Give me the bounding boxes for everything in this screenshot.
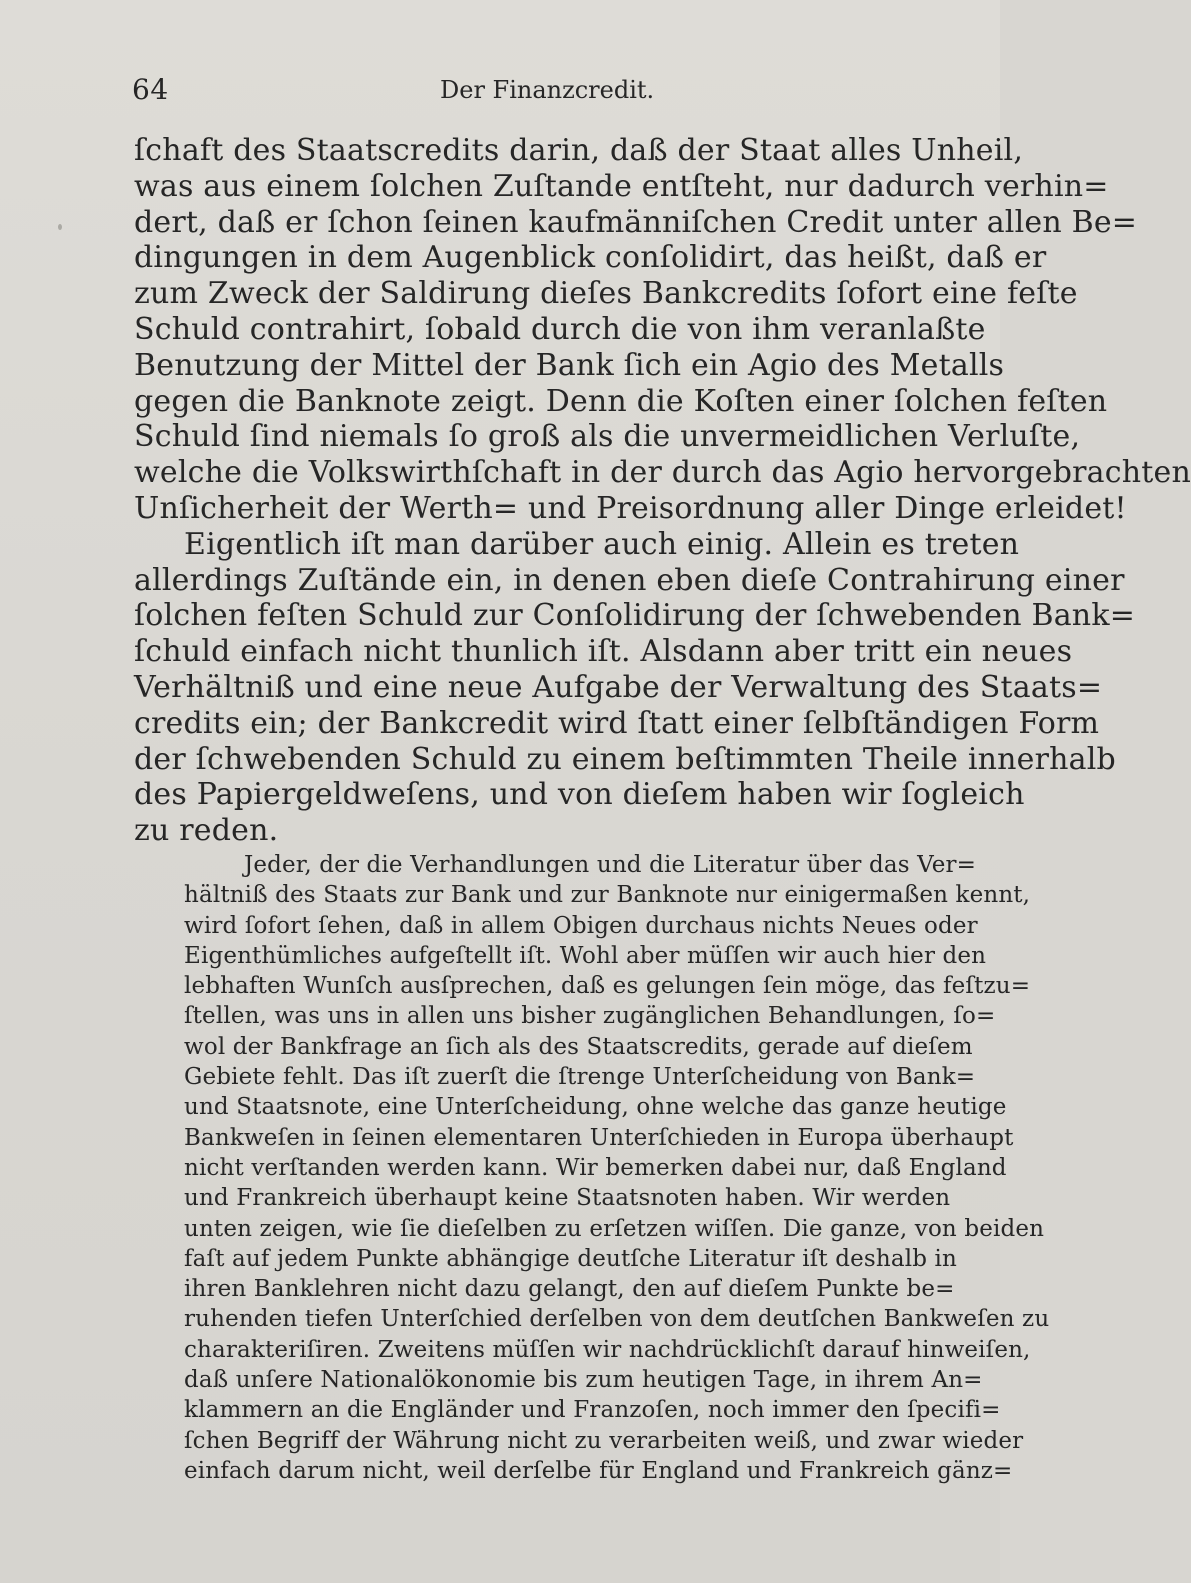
text-line: des Papiergeldweſens, und von dieſem haben wir ſogleich xyxy=(134,777,1025,813)
footnote-line: Eigenthümliches aufgeſtellt iſt. Wohl aber müſſen wir auch hier den xyxy=(184,942,987,969)
text-line: welche die Volkswirthſchaft in der durch das Agio hervorgebrachten xyxy=(134,455,1191,491)
page-number: 64 xyxy=(132,73,169,106)
text-line: was aus einem ſolchen Zuſtande entſteht, nur dadurch verhin= xyxy=(134,168,1109,204)
text-line: Verhältniß und eine neue Aufgabe der Verwaltung des Staats= xyxy=(134,669,1103,705)
footnote-line: und Staatsnote, eine Unterſcheidung, ohne welche das ganze heutige xyxy=(184,1094,1007,1121)
footnote xyxy=(184,850,1050,1486)
footnote-line: Gebiete fehlt. Das iſt zuerſt die ſtrenge Unterſcheidung von Bank= xyxy=(184,1064,976,1091)
footnote-line: nicht verſtanden werden kann. Wir bemerken dabei nur, daß England xyxy=(184,1154,1007,1181)
text-line: dingungen in dem Augenblick conſolidirt, das heißt, daß er xyxy=(134,240,1047,276)
footnote-line: ruhenden tiefen Unterſchied derſelben von dem deutſchen Bankweſen zu xyxy=(184,1306,1050,1333)
footnote-line: faſt auf jedem Punkte abhängige deutſche Literatur iſt deshalb in xyxy=(184,1245,958,1272)
text-line: Benutzung der Mittel der Bank ſich ein Agio des Metalls xyxy=(134,347,1005,383)
footnote-line: charakteriſiren. Zweitens müſſen wir nachdrücklichſt darauf hinweiſen, xyxy=(184,1336,1031,1363)
main-text xyxy=(134,133,1191,849)
text-line: der ſchwebenden Schuld zu einem beſtimmten Theile innerhalb xyxy=(134,741,1116,777)
text-line: ſchaft des Staatscredits darin, daß der Staat alles Unheil, xyxy=(134,133,1024,168)
text-line: Schuld ſind niemals ſo groß als die unvermeidlichen Verluſte, xyxy=(134,419,1081,455)
text-line: gegen die Banknote zeigt. Denn die Koſten einer ſolchen feſten xyxy=(134,383,1108,419)
footnote-line: wol der Bankfrage an ſich als des Staatscredits, gerade auf dieſem xyxy=(184,1033,973,1060)
text-line: Unſicherheit der Werth= und Preisordnung aller Dinge erleidet! xyxy=(134,490,1127,526)
text-line: zum Zweck der Saldirung dieſes Bankcredits ſofort eine feſte xyxy=(134,276,1078,312)
footnote-line: ſtellen, was uns in allen uns bisher zugänglichen Behandlungen, ſo= xyxy=(184,1003,996,1030)
text-line: allerdings Zuſtände ein, in denen eben dieſe Contrahirung einer xyxy=(134,562,1125,598)
footnote-line: Bankweſen in ſeinen elementaren Unterſchieden in Europa überhaupt xyxy=(184,1124,1014,1151)
footnote-line: hältniß des Staats zur Bank und zur Banknote nur einigermaßen kennt, xyxy=(184,882,1031,909)
text-line: Eigentlich iſt man darüber auch einig. Allein es treten xyxy=(184,526,1020,562)
text-line: Schuld contrahirt, ſobald durch die von ihm veranlaßte xyxy=(134,311,986,347)
footnote-line: und Frankreich überhaupt keine Staatsnoten haben. Wir werden xyxy=(184,1185,951,1212)
text-line: zu reden. xyxy=(134,813,279,849)
running-head: Der Finanzcredit. xyxy=(440,76,655,104)
footnote-line: unten zeigen, wie ſie dieſelben zu erſetzen wiſſen. Die ganze, von beiden xyxy=(184,1215,1045,1242)
footnote-line: wird ſofort ſehen, daß in allem Obigen durchaus nichts Neues oder xyxy=(184,912,978,939)
text-line: dert, daß er ſchon ſeinen kaufmänniſchen Credit unter allen Be= xyxy=(134,204,1138,240)
footnote-line: ihren Banklehren nicht dazu gelangt, den auf dieſem Punkte be= xyxy=(184,1276,955,1303)
footnote-line: lebhaften Wunſch ausſprechen, daß es gelungen ſein möge, das feſtzu= xyxy=(184,973,1031,1000)
footnote-line: Jeder, der die Verhandlungen und die Literatur über das Ver= xyxy=(244,852,977,878)
footnote-line: einfach darum nicht, weil derſelbe für England und Frankreich gänz= xyxy=(184,1457,1013,1484)
paper-speck xyxy=(58,224,62,230)
footnote-line: ſchen Begriff der Währung nicht zu verarbeiten weiß, und zwar wieder xyxy=(184,1427,1024,1454)
footnote-line: klammern an die Engländer und Franzoſen, noch immer den ſpecifi= xyxy=(184,1397,1001,1424)
text-line: credits ein; der Bankcredit wird ſtatt einer ſelbſtändigen Form xyxy=(134,705,1100,741)
text-line: ſolchen feſten Schuld zur Conſolidirung der ſchwebenden Bank= xyxy=(134,598,1136,634)
text-line: ſchuld einfach nicht thunlich iſt. Alsdann aber tritt ein neues xyxy=(134,634,1073,670)
footnote-line: daß unſere Nationalökonomie bis zum heutigen Tage, in ihrem An= xyxy=(184,1367,983,1394)
